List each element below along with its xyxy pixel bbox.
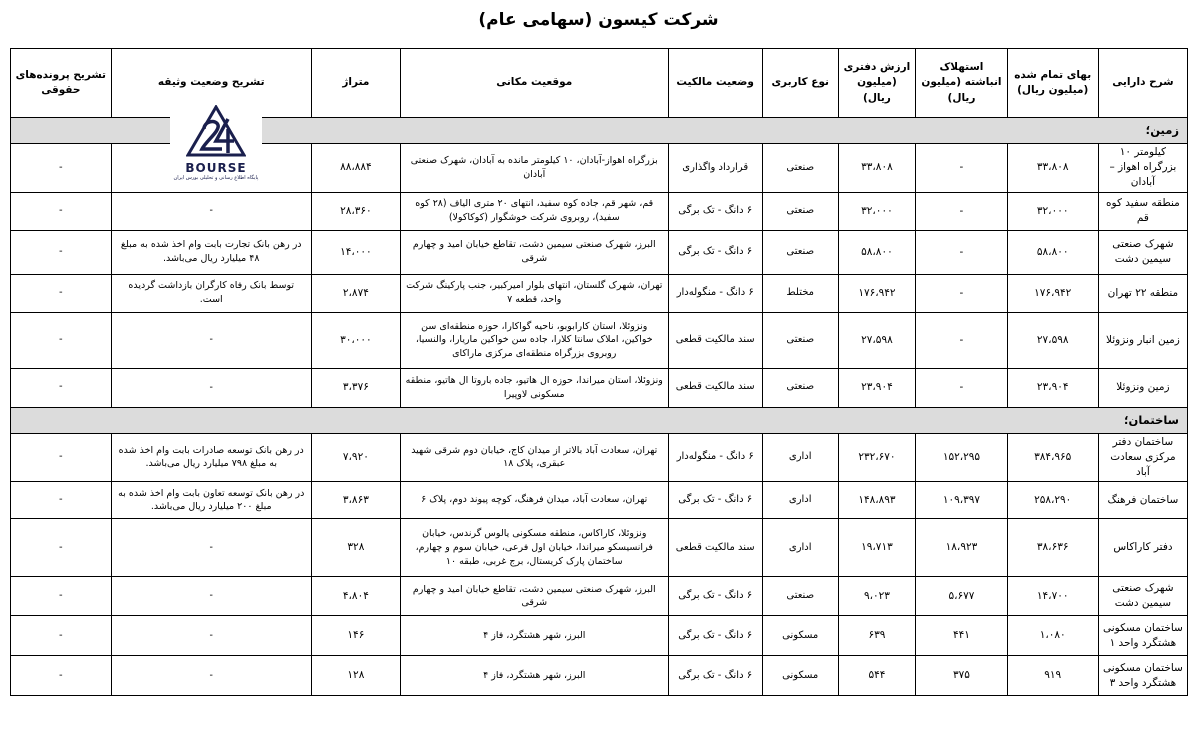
section-label: زمین؛ — [11, 118, 1188, 144]
cell-asset: ساختمان مسکونی هشتگرد واحد ۱ — [1098, 616, 1187, 656]
table-row — [11, 519, 1188, 577]
cell-usage: اداری — [762, 519, 838, 577]
cell-collateral: - — [111, 577, 311, 616]
cell-cost: ۳۸،۶۳۶ — [1007, 519, 1098, 577]
cell-ownership: ۶ دانگ - منگوله‌دار — [668, 433, 762, 482]
cell-collateral: - — [111, 656, 311, 696]
cell-ownership: ۶ دانگ - تک برگی — [668, 656, 762, 696]
cell-ownership: ۶ دانگ - تک برگی — [668, 482, 762, 519]
cell-usage: صنعتی — [762, 230, 838, 274]
cell-collateral: توسط بانک رفاه کارگران بازداشت گردیده است. — [111, 274, 311, 312]
cell-legal: - — [11, 433, 112, 482]
cell-collateral: - — [111, 192, 311, 230]
cell-ownership: ۶ دانگ - تک برگی — [668, 616, 762, 656]
table-row — [11, 656, 1188, 696]
cell-collateral: - — [111, 312, 311, 368]
table-row — [11, 230, 1188, 274]
cell-cost: ۲۳،۹۰۴ — [1007, 368, 1098, 407]
cell-book: ۶۳۹ — [838, 616, 916, 656]
col-header-collateral: تشریح وضعیت وثیقه — [111, 49, 311, 118]
cell-location: ونزوئلا، استان میراندا، حوزه ال هاتیو، جاده باروتا ال هاتیو، منطقه مسکونی لاوپیرا — [400, 368, 668, 407]
col-header-depreciation: استهلاک انباشته (میلیون ریال) — [916, 49, 1007, 118]
table-row — [11, 616, 1188, 656]
col-header-book-value: ارزش دفتری (میلیون ریال) — [838, 49, 916, 118]
logo-word: BOURSE — [185, 161, 247, 175]
cell-book: ۵۴۴ — [838, 656, 916, 696]
cell-book: ۵۸،۸۰۰ — [838, 230, 916, 274]
cell-ownership: ۶ دانگ - تک برگی — [668, 230, 762, 274]
cell-usage: مسکونی — [762, 656, 838, 696]
cell-collateral: در رهن بانک تجارت بابت وام اخذ شده به مبلغ ۴۸ میلیارد ریال می‌باشد. — [111, 230, 311, 274]
cell-collateral: - — [111, 519, 311, 577]
cell-legal: - — [11, 656, 112, 696]
cell-location: بزرگراه اهواز-آبادان، ۱۰ کیلومتر مانده به آبادان، شهرک صنعتی آبادان — [400, 144, 668, 193]
cell-legal: - — [11, 577, 112, 616]
table-row — [11, 482, 1188, 519]
cell-asset: زمین ونزوئلا — [1098, 368, 1187, 407]
cell-area: ۳۰،۰۰۰ — [311, 312, 400, 368]
cell-collateral: در رهن بانک توسعه صادرات بابت وام اخذ شده به مبلغ ۷۹۸ میلیارد ریال می‌باشد. — [111, 433, 311, 482]
cell-asset: منطقه ۲۲ تهران — [1098, 274, 1187, 312]
col-header-ownership: وضعیت مالکیت — [668, 49, 762, 118]
cell-book: ۳۲،۰۰۰ — [838, 192, 916, 230]
cell-usage: صنعتی — [762, 192, 838, 230]
cell-ownership: ۶ دانگ - تک برگی — [668, 192, 762, 230]
cell-ownership: سند مالکیت قطعی — [668, 312, 762, 368]
cell-depreciation: ۱۸،۹۲۳ — [916, 519, 1007, 577]
bourse-logo — [170, 105, 262, 189]
cell-area: ۸۸،۸۸۴ — [311, 144, 400, 193]
cell-book: ۹،۰۲۳ — [838, 577, 916, 616]
col-header-location: موقعیت مکانی — [400, 49, 668, 118]
table-row — [11, 192, 1188, 230]
cell-usage: مختلط — [762, 274, 838, 312]
cell-cost: ۳۲،۰۰۰ — [1007, 192, 1098, 230]
col-header-usage: نوع کاربری — [762, 49, 838, 118]
cell-location: ونزوئلا، کاراکاس، منطقه مسکونی یالوس گرندس، خیابان فرانسیسکو میراندا، خیابان اول فرعی، خیابان سوم و چهارم، ساختمان پارک کریستال، برج غربی، طبقه ۱۰ — [400, 519, 668, 577]
col-header-cost: بهای تمام شده (میلیون ریال) — [1007, 49, 1098, 118]
cell-depreciation: - — [916, 368, 1007, 407]
cell-legal: - — [11, 482, 112, 519]
cell-ownership: ۶ دانگ - تک برگی — [668, 577, 762, 616]
section-label: ساختمان؛ — [11, 407, 1188, 433]
cell-asset: ساختمان مسکونی هشتگرد واحد ۳ — [1098, 656, 1187, 696]
cell-location: تهران، سعادت آباد بالاتر از میدان کاج، خیابان دوم شرقی شهید عبقری، پلاک ۱۸ — [400, 433, 668, 482]
cell-area: ۳،۳۷۶ — [311, 368, 400, 407]
cell-ownership: سند مالکیت قطعی — [668, 519, 762, 577]
cell-legal: - — [11, 274, 112, 312]
cell-depreciation: - — [916, 144, 1007, 193]
cell-ownership: سند مالکیت قطعی — [668, 368, 762, 407]
cell-legal: - — [11, 616, 112, 656]
cell-usage: صنعتی — [762, 144, 838, 193]
document-title: شرکت کیسون (سهامی عام) — [478, 10, 719, 30]
cell-depreciation: ۱۵۲،۲۹۵ — [916, 433, 1007, 482]
cell-location: البرز، شهر هشتگرد، فاز ۴ — [400, 656, 668, 696]
cell-area: ۲۸،۳۶۰ — [311, 192, 400, 230]
cell-asset: کیلومتر ۱۰ بزرگراه اهواز – آبادان — [1098, 144, 1187, 193]
col-header-legal: تشریح پرونده‌های حقوقی — [11, 49, 112, 118]
cell-depreciation: ۴۴۱ — [916, 616, 1007, 656]
table-row — [11, 577, 1188, 616]
cell-legal: - — [11, 230, 112, 274]
cell-area: ۳۲۸ — [311, 519, 400, 577]
cell-collateral: در رهن بانک توسعه تعاون بابت وام اخذ شده به مبلغ ۲۰۰ میلیارد ریال می‌باشد. — [111, 482, 311, 519]
cell-location: البرز، شهرک صنعتی سیمین دشت، تقاطع خیابان امید و چهارم شرقی — [400, 577, 668, 616]
cell-area: ۷،۹۲۰ — [311, 433, 400, 482]
cell-cost: ۱،۰۸۰ — [1007, 616, 1098, 656]
cell-ownership: ۶ دانگ - منگوله‌دار — [668, 274, 762, 312]
cell-book: ۱۹،۷۱۳ — [838, 519, 916, 577]
cell-legal: - — [11, 368, 112, 407]
cell-usage: مسکونی — [762, 616, 838, 656]
cell-depreciation: ۱۰۹،۳۹۷ — [916, 482, 1007, 519]
cell-usage: صنعتی — [762, 577, 838, 616]
cell-book: ۲۳،۹۰۴ — [838, 368, 916, 407]
cell-book: ۳۳،۸۰۸ — [838, 144, 916, 193]
cell-ownership: قرارداد واگذاری — [668, 144, 762, 193]
cell-book: ۱۷۶،۹۴۲ — [838, 274, 916, 312]
cell-legal: - — [11, 519, 112, 577]
cell-legal: - — [11, 144, 112, 193]
section-row — [11, 407, 1188, 433]
cell-cost: ۳۸۴،۹۶۵ — [1007, 433, 1098, 482]
cell-asset: ساختمان دفتر مرکزی سعادت آباد — [1098, 433, 1187, 482]
cell-depreciation: ۵،۶۷۷ — [916, 577, 1007, 616]
cell-usage: صنعتی — [762, 312, 838, 368]
cell-book: ۲۷،۵۹۸ — [838, 312, 916, 368]
cell-area: ۲،۸۷۴ — [311, 274, 400, 312]
cell-area: ۳،۸۶۳ — [311, 482, 400, 519]
cell-cost: ۲۷،۵۹۸ — [1007, 312, 1098, 368]
logo-subtitle: پایگاه اطلاع رسانی و تحلیلی بورس ایران — [173, 175, 259, 181]
cell-asset: شهرک صنعتی سیمین دشت — [1098, 230, 1187, 274]
cell-cost: ۱۴،۷۰۰ — [1007, 577, 1098, 616]
col-header-area: متراژ — [311, 49, 400, 118]
cell-depreciation: - — [916, 274, 1007, 312]
cell-collateral: - — [111, 368, 311, 407]
cell-legal: - — [11, 312, 112, 368]
cell-usage: اداری — [762, 482, 838, 519]
cell-depreciation: - — [916, 230, 1007, 274]
cell-depreciation: - — [916, 192, 1007, 230]
cell-location: البرز، شهرک صنعتی سیمین دشت، تقاطع خیابان امید و چهارم شرقی — [400, 230, 668, 274]
cell-area: ۱۴۶ — [311, 616, 400, 656]
cell-collateral: - — [111, 616, 311, 656]
bourse-logo-icon — [186, 105, 246, 157]
cell-location: ونزوئلا، استان کارابوبو، ناحیه گواکارا، حوزه منطقه‌ای سن خواکین، املاک سانتا کلارا، جاده سن خواکین ماریارا، والنسیا، روبروی بزرگراه منطقه‌ای مرکزی ماراکای — [400, 312, 668, 368]
cell-asset: منطقه سفید کوه قم — [1098, 192, 1187, 230]
table-row — [11, 312, 1188, 368]
table-row — [11, 433, 1188, 482]
cell-asset: شهرک صنعتی سیمین دشت — [1098, 577, 1187, 616]
cell-location: البرز، شهر هشتگرد، فاز ۴ — [400, 616, 668, 656]
cell-area: ۴،۸۰۴ — [311, 577, 400, 616]
table-row — [11, 368, 1188, 407]
table-body — [11, 118, 1188, 696]
cell-cost: ۳۳،۸۰۸ — [1007, 144, 1098, 193]
cell-area: ۱۲۸ — [311, 656, 400, 696]
cell-cost: ۵۸،۸۰۰ — [1007, 230, 1098, 274]
cell-usage: اداری — [762, 433, 838, 482]
cell-location: تهران، شهرک گلستان، انتهای بلوار امیرکبیر، جنب پارکینگ شرکت واحد، قطعه ۷ — [400, 274, 668, 312]
cell-asset: ساختمان فرهنگ — [1098, 482, 1187, 519]
cell-cost: ۲۵۸،۲۹۰ — [1007, 482, 1098, 519]
col-header-asset: شرح دارایی — [1098, 49, 1187, 118]
cell-book: ۱۴۸،۸۹۳ — [838, 482, 916, 519]
cell-cost: ۱۷۶،۹۴۲ — [1007, 274, 1098, 312]
table-row — [11, 274, 1188, 312]
cell-asset: زمین انبار ونزوئلا — [1098, 312, 1187, 368]
cell-location: تهران، سعادت آباد، میدان فرهنگ، کوچه پیوند دوم، پلاک ۶ — [400, 482, 668, 519]
cell-book: ۲۳۲،۶۷۰ — [838, 433, 916, 482]
cell-asset: دفتر کاراکاس — [1098, 519, 1187, 577]
cell-depreciation: - — [916, 312, 1007, 368]
cell-cost: ۹۱۹ — [1007, 656, 1098, 696]
cell-area: ۱۴،۰۰۰ — [311, 230, 400, 274]
cell-location: قم، شهر قم، جاده کوه سفید، انتهای ۲۰ متری الیاف (۲۸ کوه سفید)، روبروی شرکت خوشگوار (کوکاکولا) — [400, 192, 668, 230]
cell-usage: صنعتی — [762, 368, 838, 407]
cell-depreciation: ۳۷۵ — [916, 656, 1007, 696]
cell-legal: - — [11, 192, 112, 230]
